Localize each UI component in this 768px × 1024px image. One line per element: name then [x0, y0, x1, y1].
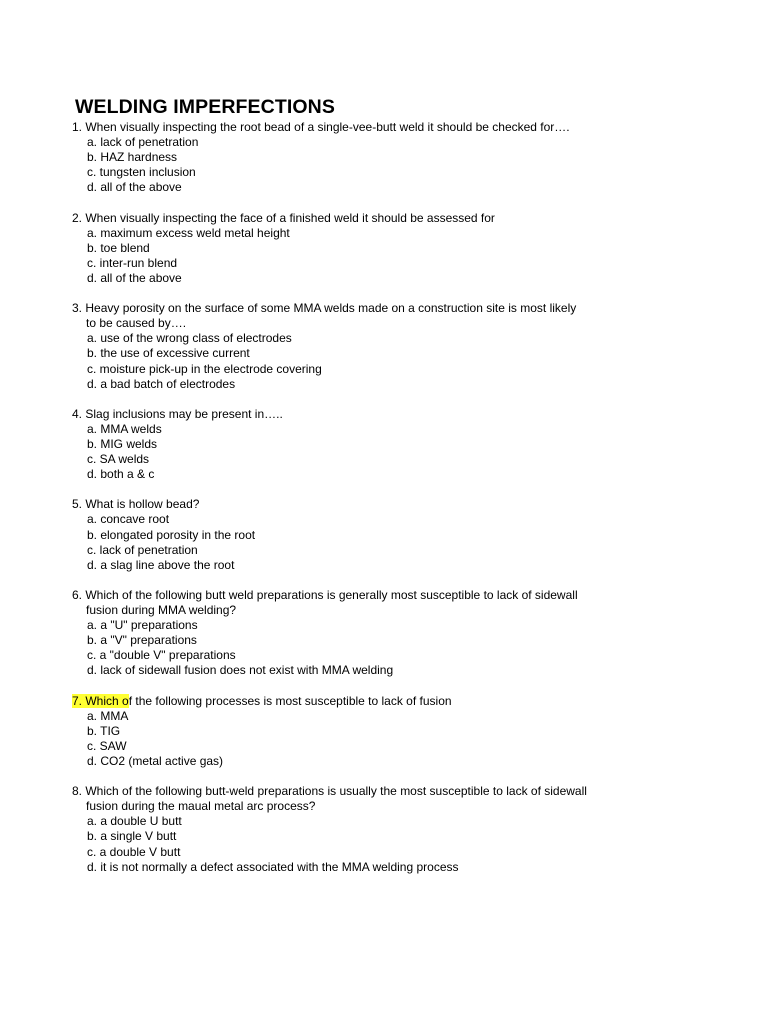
option-list [72, 422, 752, 482]
option-list [72, 135, 752, 195]
page-title: WELDING IMPERFECTIONS [75, 96, 335, 118]
question-text: Heavy porosity on the surface of some MMA welds made on a construction site is most likely [85, 301, 577, 316]
question-text: When visually inspecting the root bead of a single-vee-butt weld it should be checked for…. [85, 120, 570, 134]
question-5 [72, 497, 752, 572]
option-item: d. CO2 (metal active gas) [87, 753, 224, 768]
option-item: a. maximum excess weld metal height [87, 225, 290, 240]
option-list [72, 226, 752, 286]
option-item: c. moisture pick-up in the electrode covering [87, 361, 322, 376]
option-item: d. lack of sidewall fusion does not exist with MMA welding [87, 663, 394, 678]
question-text: f the following processes is most susceptible to lack of fusion [128, 693, 452, 708]
option-list [72, 512, 752, 572]
option-item: a. a "U" preparations [87, 618, 198, 633]
question-8 [72, 784, 752, 875]
option-item: d. all of the above [87, 270, 182, 285]
question-number: 3. [72, 301, 83, 316]
option-list [72, 814, 752, 874]
question-number: 5. [72, 497, 83, 512]
question-text-continued: fusion during MMA welding? [86, 603, 237, 617]
question-number: 2. [72, 210, 83, 225]
question-number: 7. [72, 693, 83, 708]
question-3 [72, 301, 752, 392]
option-item: c. tungsten inclusion [87, 165, 196, 180]
highlighted-text [72, 694, 129, 708]
question-text: What is hollow bead? [85, 497, 200, 512]
option-item: a. MMA welds [87, 421, 162, 436]
question-text: Which of the following butt-weld preparations is usually the most susceptible to lack of sidewall [85, 784, 587, 799]
option-item: c. SA welds [87, 452, 150, 467]
option-item: a. a double U butt [87, 814, 182, 829]
question-4 [72, 407, 752, 482]
option-item: d. all of the above [87, 180, 182, 195]
option-item: c. a "double V" preparations [87, 648, 236, 663]
option-item: c. a double V butt [87, 844, 181, 859]
option-item: c. lack of penetration [87, 542, 198, 557]
option-item: b. HAZ hardness [87, 150, 178, 165]
question-text-continued: to be caused by…. [86, 316, 187, 331]
option-item: a. lack of penetration [87, 135, 199, 150]
option-item: b. TIG [87, 723, 121, 738]
option-item: d. a bad batch of electrodes [87, 376, 236, 391]
option-item: d. a slag line above the root [87, 557, 235, 572]
option-list [72, 331, 752, 391]
option-item: d. it is not normally a defect associated with the MMA welding process [87, 859, 459, 874]
option-item: b. the use of excessive current [87, 346, 250, 361]
option-item: d. both a & c [87, 467, 155, 482]
question-2 [72, 211, 752, 286]
question-text-continued: fusion during the maual metal arc process? [86, 799, 316, 814]
option-item: c. SAW [87, 738, 127, 753]
question-text: When visually inspecting the face of a finished weld it should be assessed for [85, 210, 495, 225]
option-item: b. a single V butt [87, 829, 177, 844]
question-number: 1. [72, 120, 83, 134]
option-item: b. a "V" preparations [87, 633, 197, 648]
question-list [72, 120, 752, 890]
option-item: c. inter-run blend [87, 255, 178, 270]
option-item: b. toe blend [87, 240, 150, 255]
question-text: Which of the following butt weld preparations is generally most susceptible to lack of sidewall [85, 587, 578, 602]
option-item: a. MMA [87, 708, 129, 723]
option-item: a. concave root [87, 512, 170, 527]
question-text: Slag inclusions may be present in….. [85, 406, 283, 421]
question-7 [72, 694, 752, 769]
question-6 [72, 588, 752, 679]
option-list [72, 618, 752, 678]
option-item: a. use of the wrong class of electrodes [87, 331, 292, 346]
question-text-highlighted: Which o [85, 693, 129, 708]
option-list [72, 709, 752, 769]
question-1 [72, 120, 752, 195]
question-number: 8. [72, 784, 83, 799]
option-item: b. elongated porosity in the root [87, 527, 256, 542]
question-number: 6. [72, 587, 83, 602]
question-number: 4. [72, 406, 83, 421]
option-item: b. MIG welds [87, 436, 158, 451]
